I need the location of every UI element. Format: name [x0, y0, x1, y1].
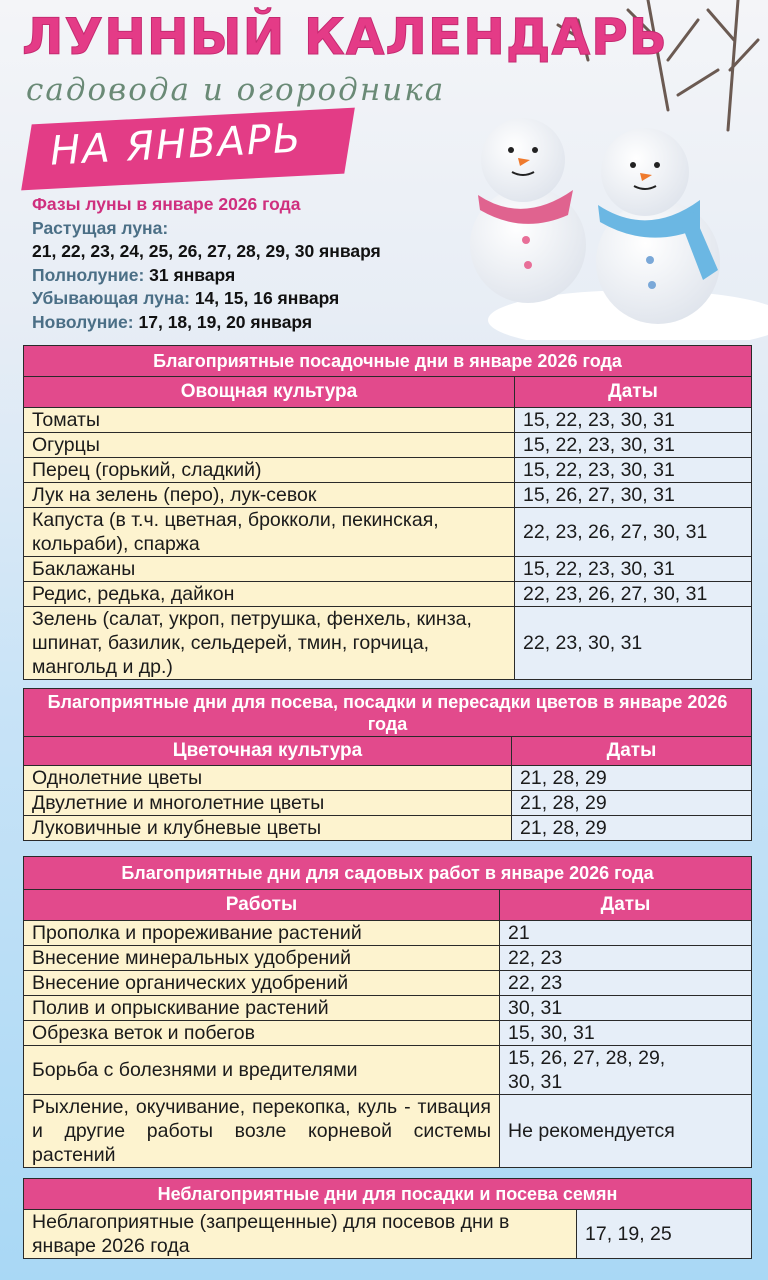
culture-name: Баклажаны: [24, 557, 515, 581]
table-row: [24, 1095, 751, 1167]
unfavorable-dates: 17, 19, 25: [577, 1210, 751, 1258]
vegetables-table-title: Благоприятные посадочные дни в январе 2026 года: [24, 346, 751, 377]
table-row: [24, 433, 751, 458]
work-name: Борьба с болезнями и вредителями: [24, 1046, 500, 1094]
culture-dates: 22, 23, 26, 27, 30, 31: [515, 582, 751, 606]
flowers-table: [23, 688, 752, 841]
work-dates: 30, 31: [500, 996, 751, 1020]
garden-table-title: Благоприятные дни для садовых работ в январе 2026 года: [24, 857, 751, 890]
table-row: [24, 1046, 751, 1095]
culture-dates: 15, 26, 27, 30, 31: [515, 483, 751, 507]
work-dates: Не рекомендуется: [500, 1095, 751, 1167]
unfavorable-table-title: Неблагоприятные дни для посадки и посева семян: [24, 1179, 751, 1210]
culture-name: Огурцы: [24, 433, 515, 457]
new-moon-label: Новолуние:: [32, 311, 134, 332]
month-banner-text: НА ЯНВАРЬ: [48, 115, 304, 175]
hero-section: [0, 0, 768, 340]
waxing-label: Растущая луна:: [32, 217, 169, 238]
vegetables-table-header: [24, 377, 751, 408]
full-moon-label: Полнолуние:: [32, 264, 145, 285]
waning-label: Убывающая луна:: [32, 288, 190, 308]
table-row: [24, 791, 751, 816]
culture-dates: 21, 28, 29: [512, 766, 751, 790]
culture-name: Двулетние и многолетние цветы: [24, 791, 512, 815]
culture-name: Однолетние цветы: [24, 766, 512, 790]
work-name: Прополка и прореживание растений: [24, 921, 500, 945]
col-culture: Цветочная культура: [24, 737, 512, 765]
table-row: [24, 458, 751, 483]
table-row: [24, 1210, 751, 1258]
table-row: [24, 1021, 751, 1046]
table-row: [24, 921, 751, 946]
work-name: Внесение органических удобрений: [24, 971, 500, 995]
table-row: [24, 408, 751, 433]
unfavorable-text: Неблагоприятные (запрещенные) для посевов дни в январе 2026 года: [24, 1210, 577, 1258]
table-row: [24, 582, 751, 607]
table-row: [24, 816, 751, 840]
culture-name: Перец (горький, сладкий): [24, 458, 515, 482]
culture-dates: 15, 22, 23, 30, 31: [515, 458, 751, 482]
culture-dates: 22, 23, 30, 31: [515, 607, 751, 679]
moon-phases: [32, 193, 381, 334]
culture-name: Редис, редька, дайкон: [24, 582, 515, 606]
flowers-table-title: Благоприятные дни для посева, посадки и пересадки цветов в январе 2026 года: [24, 689, 751, 737]
table-row: [24, 483, 751, 508]
work-dates: 22, 23: [500, 971, 751, 995]
work-dates: 21: [500, 921, 751, 945]
garden-works-table: [23, 856, 752, 1168]
table-row: [24, 607, 751, 679]
table-row: [24, 996, 751, 1021]
culture-dates: 15, 22, 23, 30, 31: [515, 557, 751, 581]
garden-table-header: [24, 890, 751, 921]
new-moon-dates: 17, 18, 19, 20 января: [138, 311, 313, 332]
culture-dates: 15, 22, 23, 30, 31: [515, 433, 751, 457]
work-name: Полив и опрыскивание растений: [24, 996, 500, 1020]
col-dates: Даты: [500, 890, 751, 920]
page-subtitle: садовода и огородника: [26, 72, 446, 108]
culture-dates: 21, 28, 29: [512, 816, 751, 840]
waxing-dates: 21, 22, 23, 24, 25, 26, 27, 28, 29, 30 января: [32, 241, 381, 261]
work-dates: 15, 26, 27, 28, 29, 30, 31: [500, 1046, 751, 1094]
table-row: [24, 508, 751, 557]
table-row: [24, 971, 751, 996]
table-row: [24, 557, 751, 582]
work-name: Обрезка веток и побегов: [24, 1021, 500, 1045]
waning-dates: 14, 15, 16 января: [194, 288, 340, 308]
culture-name: Томаты: [24, 408, 515, 432]
work-dates: 22, 23: [500, 946, 751, 970]
culture-dates: 22, 23, 26, 27, 30, 31: [515, 508, 751, 556]
col-dates: Даты: [515, 377, 751, 407]
culture-dates: 21, 28, 29: [512, 791, 751, 815]
table-row: [24, 946, 751, 971]
culture-name: Капуста (в т.ч. цветная, брокколи, пекинская, кольраби), спаржа: [24, 508, 515, 556]
culture-name: Луковичные и клубневые цветы: [24, 816, 512, 840]
work-dates: 15, 30, 31: [500, 1021, 751, 1045]
culture-name: Лук на зелень (перо), лук-севок: [24, 483, 515, 507]
flowers-table-header: [24, 737, 751, 766]
work-name: Рыхление, окучивание, перекопка, куль - тивация и другие работы возле корневой системы растений: [24, 1095, 500, 1167]
col-culture: Овощная культура: [24, 377, 515, 407]
moon-phases-heading: Фазы луны в январе 2026 года: [32, 194, 301, 214]
page-title: ЛУННЫЙ КАЛЕНДАРЬ: [22, 8, 668, 66]
work-name: Внесение минеральных удобрений: [24, 946, 500, 970]
culture-name: Зелень (салат, укроп, петрушка, фенхель, кинза, шпинат, базилик, сельдерей, тмин, горчица, мангольд и др.): [24, 607, 515, 679]
vegetables-table: [23, 345, 752, 680]
full-moon-dates: 31 января: [149, 264, 236, 285]
col-work: Работы: [24, 890, 500, 920]
col-dates: Даты: [512, 737, 751, 765]
culture-dates: 15, 22, 23, 30, 31: [515, 408, 751, 432]
table-row: [24, 766, 751, 791]
unfavorable-table: [23, 1178, 752, 1259]
